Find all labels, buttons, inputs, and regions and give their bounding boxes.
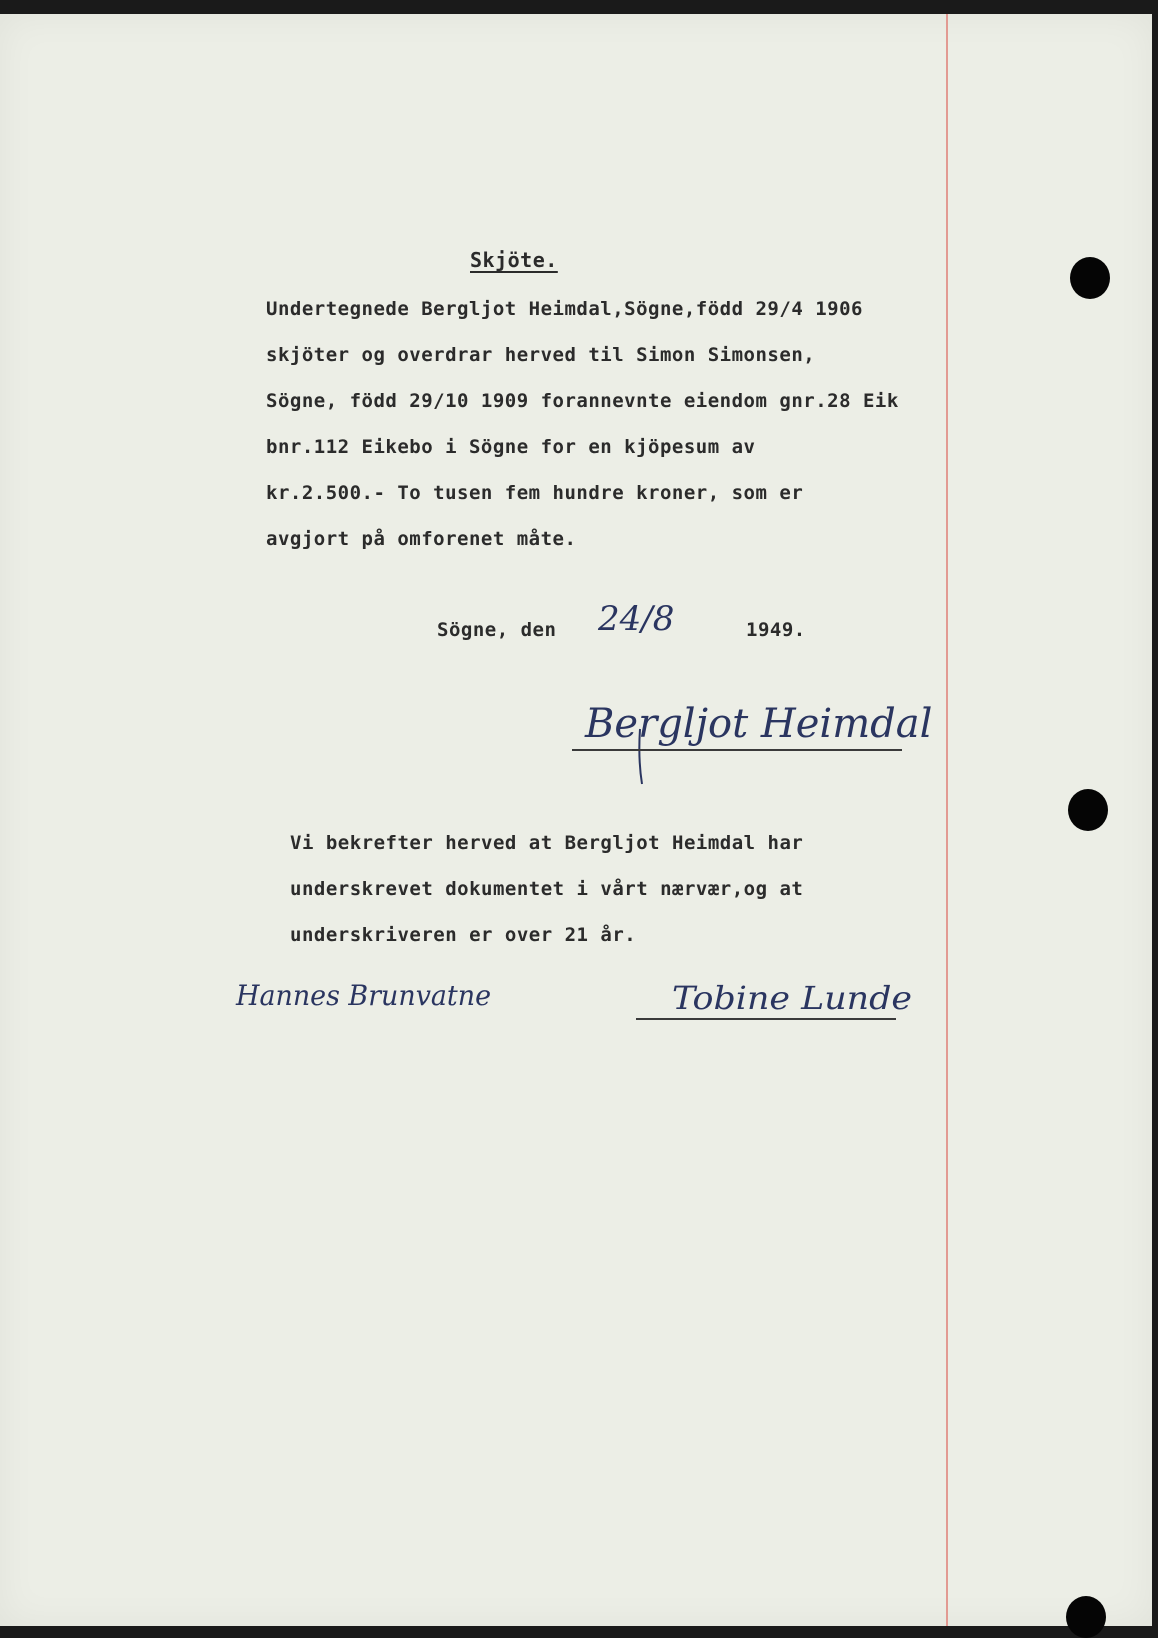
- document-title: Skjöte.: [470, 248, 558, 272]
- body-line: skjöter og overdrar herved til Simon Simonsen,: [266, 344, 816, 366]
- svg-text:Bergljot Heimdal: Bergljot Heimdal: [585, 701, 933, 747]
- red-margin-line: [946, 14, 948, 1626]
- document-year: 1949.: [746, 619, 806, 641]
- witness-signature-line: [636, 1018, 896, 1020]
- witness-line: Vi bekrefter herved at Bergljot Heimdal har: [290, 832, 804, 854]
- body-line: Sögne, född 29/10 1909 forannevnte eiendom gnr.28 Eik: [266, 390, 899, 412]
- witness-line: underskrevet dokumentet i vårt nærvær,og at: [290, 878, 804, 900]
- place-date-prefix: Sögne, den: [437, 619, 557, 641]
- handwritten-date: 24/8: [598, 599, 675, 639]
- punch-hole-icon: [1066, 1596, 1106, 1638]
- document-page: [0, 14, 1152, 1626]
- seller-signature-line: [572, 749, 902, 751]
- punch-hole-icon: [1068, 789, 1108, 831]
- body-line: bnr.112 Eikebo i Sögne for en kjöpesum av: [266, 436, 756, 458]
- body-line: Undertegnede Bergljot Heimdal,Sögne,född 29/4 1906: [266, 298, 863, 320]
- svg-text:Hannes Brunvatne: Hannes Brunvatne: [235, 979, 491, 1012]
- body-line: kr.2.500.- To tusen fem hundre kroner, som er: [266, 482, 804, 504]
- witness-line: underskriveren er over 21 år.: [290, 924, 637, 946]
- seller-signature: [580, 689, 980, 799]
- witness-left-signature: [232, 959, 512, 1029]
- punch-hole-icon: [1070, 257, 1110, 299]
- witness-right-signature: [668, 969, 928, 1029]
- body-line: avgjort på omforenet måte.: [266, 528, 577, 550]
- svg-text:Tobine Lunde: Tobine Lunde: [672, 979, 912, 1017]
